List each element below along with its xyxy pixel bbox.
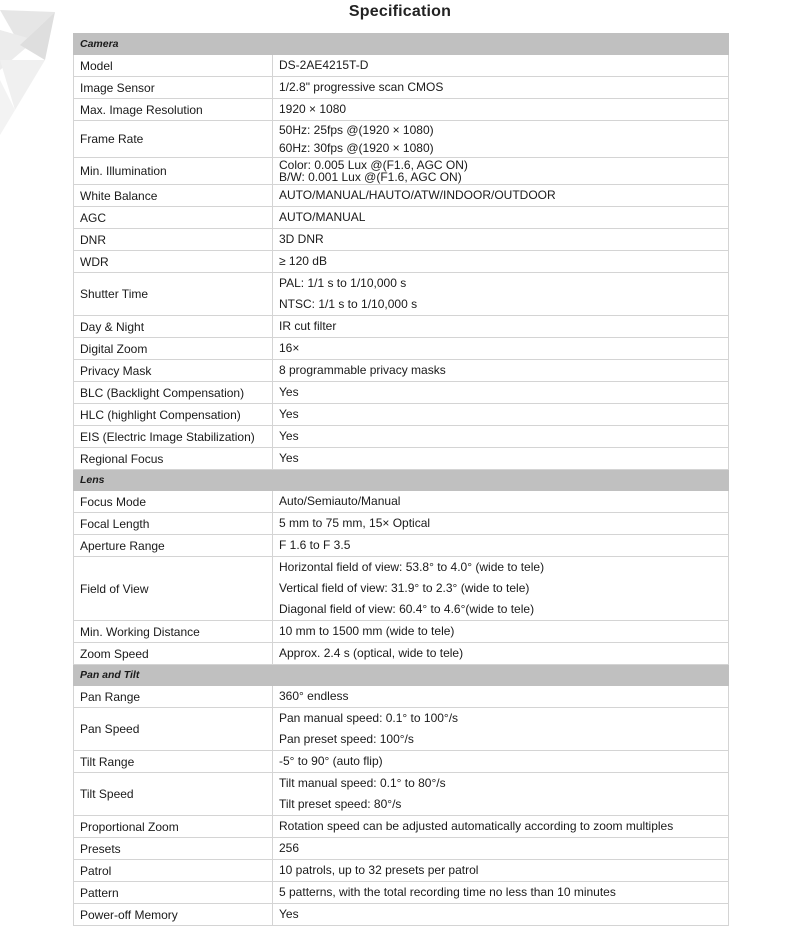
spec-value [273,838,729,860]
section-header [74,665,729,686]
spec-value [273,382,729,404]
table-row [74,513,729,535]
spec-value-line: 60Hz: 30fps @(1920 × 1080) [279,141,434,155]
spec-value [273,882,729,904]
spec-label: Image Sensor [74,77,273,99]
spec-value [273,904,729,926]
section-title: Camera [74,34,729,55]
spec-label: Regional Focus [74,448,273,470]
spec-value-line: Vertical field of view: 31.9° to 2.3° (wide to tele) [279,581,530,595]
spec-value-line: Yes [279,429,299,443]
table-row [74,557,729,621]
table-row [74,643,729,665]
spec-label: Day & Night [74,316,273,338]
spec-value-line: -5° to 90° (auto flip) [279,754,383,768]
spec-value [273,491,729,513]
table-row [74,185,729,207]
spec-value-line: 1920 × 1080 [279,102,347,116]
specification-table [73,33,729,926]
spec-value [273,273,729,316]
spec-value-line: IR cut filter [279,319,337,333]
spec-value [273,251,729,273]
spec-value-line: Diagonal field of view: 60.4° to 4.6°(wide to tele) [279,602,535,616]
spec-value-line: Yes [279,451,299,465]
spec-value-line: Pan manual speed: 0.1° to 100°/s [279,711,459,725]
spec-label: DNR [74,229,273,251]
spec-label: Zoom Speed [74,643,273,665]
spec-label: HLC (highlight Compensation) [74,404,273,426]
spec-value [273,338,729,360]
spec-value-line: DS-2AE4215T-D [279,58,369,72]
spec-value-line: NTSC: 1/1 s to 1/10,000 s [279,297,418,311]
section-header [74,34,729,55]
spec-label: White Balance [74,185,273,207]
spec-label: BLC (Backlight Compensation) [74,382,273,404]
spec-label: Patrol [74,860,273,882]
table-row [74,860,729,882]
spec-value-line: 5 mm to 75 mm, 15× Optical [279,516,431,530]
spec-value [273,816,729,838]
spec-value [273,207,729,229]
table-row [74,708,729,751]
section-title: Lens [74,470,729,491]
table-row [74,838,729,860]
spec-label: Digital Zoom [74,338,273,360]
table-row [74,491,729,513]
table-row [74,251,729,273]
spec-value [273,316,729,338]
table-row [74,360,729,382]
spec-value [273,448,729,470]
table-row [74,882,729,904]
spec-label: Tilt Range [74,751,273,773]
table-row [74,207,729,229]
spec-value [273,185,729,207]
spec-value-line: Approx. 2.4 s (optical, wide to tele) [279,646,464,660]
spec-value-line: 3D DNR [279,232,324,246]
spec-value-line: B/W: 0.001 Lux @(F1.6, AGC ON) [279,170,462,184]
spec-label: Privacy Mask [74,360,273,382]
spec-label: Shutter Time [74,273,273,316]
spec-value [273,643,729,665]
spec-value-line: Tilt preset speed: 80°/s [279,797,402,811]
spec-label: Aperture Range [74,535,273,557]
spec-value-line: 10 mm to 1500 mm (wide to tele) [279,624,455,638]
spec-value [273,77,729,99]
spec-value-line: 10 patrols, up to 32 presets per patrol [279,863,479,877]
table-row [74,77,729,99]
spec-value-line: 360° endless [279,689,349,703]
table-row [74,316,729,338]
spec-label: WDR [74,251,273,273]
table-row [74,121,729,158]
spec-value [273,513,729,535]
spec-value-line: 1/2.8" progressive scan CMOS [279,80,444,94]
spec-value [273,860,729,882]
spec-value-line: 5 patterns, with the total recording time no less than 10 minutes [279,885,616,899]
table-row [74,816,729,838]
spec-label: Min. Illumination [74,158,273,185]
table-row [74,382,729,404]
spec-label: Max. Image Resolution [74,99,273,121]
spec-value [273,535,729,557]
table-row [74,621,729,643]
spec-label: Presets [74,838,273,860]
spec-value [273,708,729,751]
spec-value-line: ≥ 120 dB [279,254,327,268]
spec-value [273,426,729,448]
table-row [74,904,729,926]
section-header [74,470,729,491]
spec-label: Model [74,55,273,77]
spec-value [273,229,729,251]
spec-value-line: PAL: 1/1 s to 1/10,000 s [279,276,407,290]
spec-label: Power-off Memory [74,904,273,926]
spec-label: Frame Rate [74,121,273,158]
spec-value-line: Tilt manual speed: 0.1° to 80°/s [279,776,446,790]
spec-value-line: 256 [279,841,300,855]
table-row [74,426,729,448]
spec-value [273,751,729,773]
table-row [74,99,729,121]
spec-value-line: 8 programmable privacy masks [279,363,446,377]
table-row [74,273,729,316]
table-row [74,686,729,708]
table-row [74,229,729,251]
spec-value [273,557,729,621]
spec-value-line: AUTO/MANUAL [279,210,366,224]
spec-label: Pan Speed [74,708,273,751]
spec-value [273,121,729,158]
spec-value-line: 50Hz: 25fps @(1920 × 1080) [279,123,434,137]
table-row [74,55,729,77]
table-row [74,773,729,816]
spec-value-line: F 1.6 to F 3.5 [279,538,351,552]
table-row [74,448,729,470]
table-row [74,404,729,426]
spec-value-line: Color: 0.005 Lux @(F1.6, AGC ON) [279,158,468,172]
spec-value [273,99,729,121]
section-title: Pan and Tilt [74,665,729,686]
spec-label: Focal Length [74,513,273,535]
spec-value-line: Rotation speed can be adjusted automatically according to zoom multiples [279,819,674,833]
table-row [74,535,729,557]
spec-value [273,686,729,708]
spec-label: EIS (Electric Image Stabilization) [74,426,273,448]
table-row [74,751,729,773]
spec-value [273,55,729,77]
spec-label: Focus Mode [74,491,273,513]
spec-label: Pattern [74,882,273,904]
spec-value-line: Auto/Semiauto/Manual [279,494,401,508]
spec-value-line: Pan preset speed: 100°/s [279,732,414,746]
spec-value [273,158,729,185]
page-title: Specification [348,3,452,20]
spec-value-line: Yes [279,907,299,921]
spec-label: Min. Working Distance [74,621,273,643]
spec-value [273,404,729,426]
spec-label: Proportional Zoom [74,816,273,838]
decorative-logo-shape [0,0,60,140]
spec-value-line: Yes [279,407,299,421]
spec-value [273,621,729,643]
table-row [74,158,729,185]
spec-label: Field of View [74,557,273,621]
spec-value-line: Yes [279,385,299,399]
spec-label: Tilt Speed [74,773,273,816]
spec-value [273,773,729,816]
spec-label: AGC [74,207,273,229]
spec-value [273,360,729,382]
spec-value-line: Horizontal field of view: 53.8° to 4.0° (wide to tele) [279,560,545,574]
table-row [74,338,729,360]
spec-value-line: 16× [279,341,300,355]
spec-value-line: AUTO/MANUAL/HAUTO/ATW/INDOOR/OUTDOOR [279,188,556,202]
spec-label: Pan Range [74,686,273,708]
